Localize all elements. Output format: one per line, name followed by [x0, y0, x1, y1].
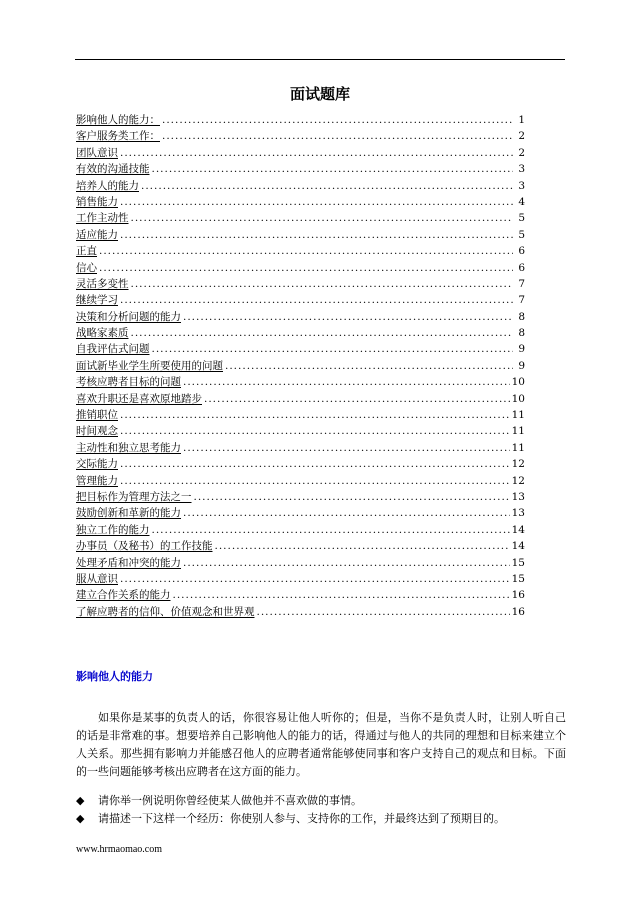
toc-entry-page: 15: [511, 556, 525, 569]
toc-entry-page: 5: [518, 228, 525, 241]
toc-entry-page: 7: [518, 277, 525, 290]
toc-entry-page: 13: [511, 507, 525, 520]
toc-entry[interactable]: [76, 276, 525, 292]
toc-entry-page: 11: [511, 441, 525, 454]
toc-leader-dots: [99, 260, 513, 276]
toc-entry-label[interactable]: 面试新毕业学生所要使用的问题: [76, 359, 223, 372]
toc-entry-page: 12: [511, 458, 525, 471]
toc-entry[interactable]: [76, 309, 525, 325]
toc-entry-page: 5: [518, 212, 525, 225]
toc-leader-dots: [257, 604, 510, 620]
toc-entry[interactable]: [76, 194, 525, 210]
section-paragraph: 如果你是某事的负责人的话，你很容易让他人听你的；但是，当你不是负责人时，让别人听自己的话是非常难的事。想要培养自己影响他人的能力的话，得通过与他人的共同的理想和目标来建立个人关系。那些拥有影响力并能感召他人的应聘者通常能够使同事和客户支持自己的观点和目标。下面的一些问题能够考核出应聘者在这方面的能力。: [76, 711, 566, 778]
toc-entry[interactable]: [76, 391, 525, 407]
toc-entry-page: 7: [518, 294, 525, 307]
toc-entry-page: 2: [518, 130, 525, 143]
toc-leader-dots: [152, 522, 510, 538]
toc-entry-label[interactable]: 影响他人的能力：: [76, 114, 160, 126]
question-list: [76, 792, 566, 828]
toc-entry-label[interactable]: 服从意识: [76, 572, 118, 585]
toc-entry-page: 4: [518, 195, 525, 208]
toc-entry-page: 12: [511, 474, 525, 487]
toc-leader-dots: [120, 423, 510, 439]
toc-entry[interactable]: [76, 571, 525, 587]
toc-leader-dots: [204, 391, 510, 407]
toc-entry-label[interactable]: 处理矛盾和冲突的能力: [76, 556, 181, 569]
toc-leader-dots: [162, 128, 513, 144]
toc-entry-label[interactable]: 继续学习: [76, 294, 118, 307]
toc-entry[interactable]: [76, 358, 525, 374]
toc-leader-dots: [183, 555, 510, 571]
toc-entry-label[interactable]: 建立合作关系的能力: [76, 589, 171, 602]
toc-entry-page: 6: [518, 245, 525, 258]
question-item: [76, 810, 566, 828]
toc-entry-label[interactable]: 灵活多变性: [76, 277, 129, 290]
toc-entry-page: 3: [518, 179, 525, 192]
toc-entry-label[interactable]: 交际能力: [76, 458, 118, 471]
footer-url: www.hrmaomao.com: [76, 844, 162, 855]
toc-entry[interactable]: [76, 260, 525, 276]
toc-entry[interactable]: [76, 243, 525, 259]
toc-entry-page: 1: [518, 114, 525, 126]
toc-entry-label[interactable]: 喜欢升职还是喜欢原地踏步: [76, 392, 202, 405]
toc-leader-dots: [173, 587, 510, 603]
toc-entry[interactable]: [76, 112, 525, 128]
toc-entry-page: 14: [511, 540, 525, 553]
toc-leader-dots: [99, 243, 513, 259]
toc-leader-dots: [120, 407, 510, 423]
toc-entry-page: 16: [511, 605, 525, 618]
toc-leader-dots: [194, 489, 510, 505]
toc-entry-label[interactable]: 了解应聘者的信仰、价值观念和世界观: [76, 605, 255, 618]
toc-leader-dots: [131, 276, 514, 292]
header-rule: [75, 59, 565, 60]
toc-entry-label[interactable]: 团队意识: [76, 146, 118, 159]
toc-entry-label[interactable]: 有效的沟通技能: [76, 163, 150, 176]
question-text: 请你举一例说明你曾经使某人做他并不喜欢做的事情。: [98, 794, 362, 807]
toc-entry-label[interactable]: 培养人的能力: [76, 179, 139, 192]
toc-entry-label[interactable]: 主动性和独立思考能力: [76, 441, 181, 454]
toc-entry-page: 11: [511, 409, 525, 422]
toc-entry[interactable]: [76, 407, 525, 423]
toc-entry[interactable]: [76, 440, 525, 456]
toc-leader-dots: [183, 440, 510, 456]
toc-leader-dots: [120, 194, 513, 210]
toc-entry-label[interactable]: 工作主动性: [76, 212, 129, 225]
toc-entry-label[interactable]: 把目标作为管理方法之一: [76, 490, 192, 503]
toc-entry[interactable]: [76, 473, 525, 489]
toc-entry[interactable]: [76, 292, 525, 308]
toc-leader-dots: [183, 309, 513, 325]
toc-entry-page: 9: [518, 359, 525, 372]
toc-entry-page: 3: [518, 163, 525, 176]
toc-entry-label[interactable]: 战略家素质: [76, 327, 129, 340]
toc-entry[interactable]: [76, 161, 525, 177]
toc-entry-label[interactable]: 时间观念: [76, 425, 118, 438]
toc-entry-label[interactable]: 客户服务类工作：: [76, 130, 160, 143]
toc-entry[interactable]: [76, 505, 525, 521]
toc-entry-label[interactable]: 销售能力: [76, 195, 118, 208]
toc-leader-dots: [120, 571, 510, 587]
toc-entry-label[interactable]: 办事员（及秘书）的工作技能: [76, 540, 213, 553]
toc-entry-page: 9: [518, 343, 525, 356]
toc-entry[interactable]: [76, 423, 525, 439]
toc-leader-dots: [120, 145, 513, 161]
toc-entry[interactable]: [76, 227, 525, 243]
toc-entry[interactable]: [76, 456, 525, 472]
toc-entry-page: 2: [518, 146, 525, 159]
toc-leader-dots: [131, 325, 514, 341]
toc-entry-page: 14: [511, 523, 525, 536]
toc-entry-page: 11: [511, 425, 525, 438]
toc-entry-label[interactable]: 信心: [76, 261, 97, 274]
toc-entry-page: 6: [518, 261, 525, 274]
toc-entry[interactable]: [76, 178, 525, 194]
question-text: 请描述一下这样一个经历：你使别人参与、支持你的工作，并最终达到了预期目的。: [98, 812, 505, 825]
toc-entry-page: 10: [511, 376, 525, 389]
toc-leader-dots: [120, 473, 510, 489]
toc-entry[interactable]: [76, 145, 525, 161]
toc-entry[interactable]: [76, 587, 525, 603]
toc-entry-label[interactable]: 推销职位: [76, 409, 118, 422]
toc-leader-dots: [120, 227, 513, 243]
toc-entry-page: 13: [511, 490, 525, 503]
toc-entry[interactable]: [76, 325, 525, 341]
toc-leader-dots: [183, 374, 510, 390]
toc-entry[interactable]: [76, 538, 525, 554]
table-of-contents: [76, 112, 525, 620]
toc-leader-dots: [183, 505, 510, 521]
toc-leader-dots: [215, 538, 510, 554]
toc-leader-dots: [162, 112, 513, 128]
toc-leader-dots: [152, 341, 514, 357]
toc-entry[interactable]: [76, 555, 525, 571]
document-title: 面试题库: [289, 85, 350, 103]
toc-entry[interactable]: [76, 210, 525, 226]
toc-entry[interactable]: [76, 374, 525, 390]
toc-leader-dots: [120, 456, 510, 472]
toc-entry-label[interactable]: 适应能力: [76, 228, 118, 241]
toc-entry[interactable]: [76, 128, 525, 144]
toc-entry-label[interactable]: 独立工作的能力: [76, 523, 150, 536]
toc-entry-label[interactable]: 正直: [76, 245, 97, 258]
toc-leader-dots: [141, 178, 513, 194]
toc-entry-page: 10: [511, 392, 525, 405]
toc-entry-page: 8: [518, 310, 525, 323]
toc-entry[interactable]: [76, 489, 525, 505]
toc-leader-dots: [131, 210, 514, 226]
diamond-bullet-icon: ◆: [76, 812, 85, 825]
toc-entry-label[interactable]: 鼓励创新和革新的能力: [76, 507, 181, 520]
toc-leader-dots: [225, 358, 513, 374]
toc-leader-dots: [120, 292, 513, 308]
section-heading: 影响他人的能力: [76, 670, 153, 683]
toc-entry-page: 16: [511, 589, 525, 602]
toc-entry[interactable]: [76, 604, 525, 620]
toc-entry-label[interactable]: 自我评估式问题: [76, 343, 150, 356]
toc-entry-label[interactable]: 决策和分析问题的能力: [76, 310, 181, 323]
toc-entry[interactable]: [76, 341, 525, 357]
toc-entry-page: 15: [511, 572, 525, 585]
diamond-bullet-icon: ◆: [76, 794, 85, 807]
toc-entry-page: 8: [518, 327, 525, 340]
toc-entry-label[interactable]: 管理能力: [76, 474, 118, 487]
question-item: [76, 792, 566, 810]
toc-entry-label[interactable]: 考核应聘者目标的问题: [76, 376, 181, 389]
toc-entry[interactable]: [76, 522, 525, 538]
toc-leader-dots: [152, 161, 514, 177]
